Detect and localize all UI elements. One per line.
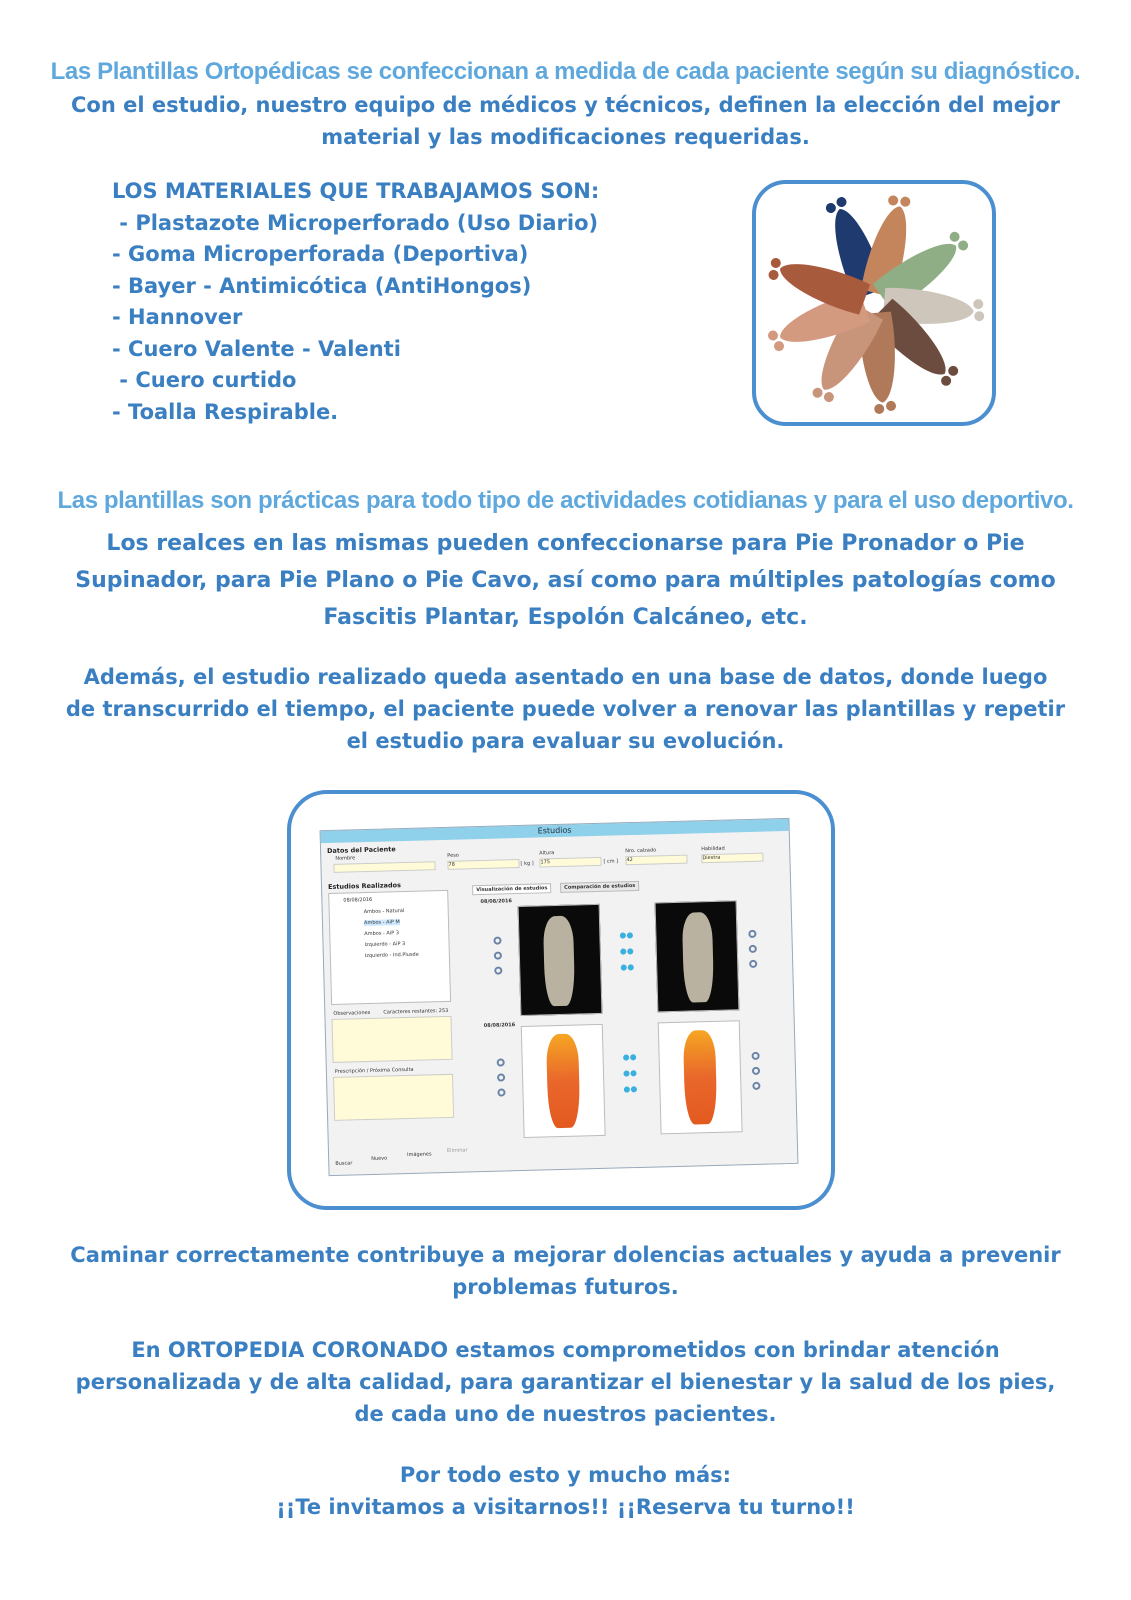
- tree-item[interactable]: Ambos - AiP 3: [364, 930, 400, 938]
- weight-field[interactable]: 78: [447, 859, 519, 870]
- chars-remaining: Caracteres restantes: 253: [383, 1007, 449, 1016]
- studies-tree[interactable]: [328, 890, 451, 1005]
- tab-view-studies[interactable]: Visualización de estudios: [472, 883, 552, 895]
- pressure-shape: [683, 1030, 717, 1125]
- activities-headline: Las plantillas son prácticas para todo tipo de actividades cotidianas y para el uso deportivo.: [57, 487, 1074, 514]
- insoles-photo: [752, 180, 996, 426]
- material-item: - Goma Microperforada (Deportiva): [112, 242, 529, 266]
- database-line-3: el estudio para evaluar su evolución.: [346, 729, 785, 753]
- study-date-2: 08/08/2016: [483, 1022, 516, 1029]
- insoles-illustration: [756, 184, 992, 422]
- patient-section-label: Datos del Paciente: [326, 845, 396, 856]
- search-button[interactable]: Buscar: [335, 1160, 353, 1167]
- activities-line-3: Fascitis Plantar, Espolón Calcáneo, etc.: [323, 605, 808, 630]
- pressure-shape: [546, 1034, 580, 1129]
- shoe-field[interactable]: 42: [625, 855, 687, 866]
- shoe-label: Nro. calzado: [625, 847, 657, 855]
- tree-item[interactable]: Ambos - AiP M: [363, 919, 400, 927]
- zoom-out-icon[interactable]: [497, 1073, 505, 1081]
- footprints-icon[interactable]: ⦁⦁: [619, 927, 634, 944]
- zoom-reset-icon[interactable]: [497, 1088, 505, 1096]
- dexterity-label: Habilidad: [701, 845, 725, 853]
- new-button[interactable]: Nuevo: [371, 1155, 388, 1162]
- studies-section-label: Estudios Realizados: [327, 881, 402, 892]
- activities-line-2: Supinador, para Pie Plano o Pie Cavo, así como para múltiples patologías como: [75, 568, 1056, 593]
- footprints-icon[interactable]: ⦁⦁: [622, 1064, 638, 1082]
- weight-unit: [ kg ]: [520, 860, 534, 867]
- footprints-icon[interactable]: ⦁⦁: [619, 943, 635, 960]
- cta-line-1: Por todo esto y mucho más:: [399, 1463, 732, 1487]
- tab-compare-studies[interactable]: Comparación de estudios: [560, 881, 640, 893]
- database-line-2: de transcurrido el tiempo, el paciente puede volver a renovar las plantillas y repetir: [65, 697, 1066, 721]
- footprints-icon[interactable]: ⦁⦁: [623, 1080, 638, 1098]
- commit-line-1: En ORTOPEDIA CORONADO estamos comprometidos con brindar atención: [131, 1338, 1000, 1362]
- dexterity-field[interactable]: Diestra: [701, 853, 763, 864]
- pressure-map-left: [521, 1024, 606, 1138]
- materials-list: [112, 176, 599, 428]
- activities-line-1: Los realces en las mismas pueden confeccionarse para Pie Pronador o Pie: [106, 531, 1025, 556]
- software-screenshot: [287, 790, 835, 1210]
- footprints-icon[interactable]: ⦁⦁: [622, 1048, 637, 1066]
- weight-label: Peso: [447, 852, 459, 859]
- footprints-icon[interactable]: ⦁⦁: [620, 959, 635, 976]
- zoom-in-icon[interactable]: [752, 1052, 760, 1060]
- intro-line-2: material y las modificaciones requeridas.: [321, 125, 810, 149]
- prescription-label: Prescripción / Próxima Consulta: [334, 1066, 414, 1075]
- foot-shape: [682, 912, 714, 1003]
- foot-scan-right: [655, 900, 740, 1012]
- material-item: - Bayer - Antimicótica (AntiHongos): [112, 273, 532, 298]
- tree-item[interactable]: Izquierdo - Ind.Plusde: [364, 951, 419, 960]
- zoom-reset-icon[interactable]: [752, 1082, 760, 1090]
- walk-line-2: problemas futuros.: [452, 1275, 679, 1299]
- zoom-out-icon[interactable]: [494, 951, 502, 959]
- cta-line-2: ¡¡Te invitamos a visitarnos!! ¡¡Reserva tu turno!!: [276, 1495, 855, 1519]
- tree-item[interactable]: Ambos - Natural: [363, 908, 405, 916]
- name-label: Nombre: [335, 855, 356, 862]
- zoom-in-icon[interactable]: [497, 1058, 505, 1066]
- name-field[interactable]: [333, 861, 435, 873]
- foot-shape: [543, 916, 575, 1007]
- zoom-out-icon[interactable]: [752, 1067, 760, 1075]
- zoom-in-icon[interactable]: [493, 936, 501, 944]
- foot-scan-left: [518, 904, 603, 1016]
- zoom-reset-icon[interactable]: [494, 966, 502, 974]
- prescription-textarea[interactable]: [333, 1074, 454, 1121]
- observations-label: Observaciones: [333, 1009, 371, 1017]
- material-item: - Cuero curtido: [112, 368, 297, 392]
- observations-textarea[interactable]: [331, 1016, 452, 1063]
- zoom-in-icon[interactable]: [748, 930, 756, 938]
- height-field[interactable]: 175: [539, 857, 601, 868]
- zoom-out-icon[interactable]: [749, 945, 757, 953]
- images-button[interactable]: Imágenes: [407, 1151, 432, 1159]
- tree-item[interactable]: Izquierdo - AiP 3: [364, 941, 406, 949]
- pressure-map-right: [658, 1020, 743, 1134]
- tree-date[interactable]: 08/08/2016: [343, 896, 373, 904]
- height-unit: [ cm ]: [603, 858, 619, 865]
- window-title: Estudios: [321, 819, 789, 843]
- material-item: - Toalla Respirable.: [112, 399, 339, 424]
- intro-line-1: Con el estudio, nuestro equipo de médicos y técnicos, definen la elección del mejor: [71, 93, 1060, 117]
- materials-title: LOS MATERIALES QUE TRABAJAMOS SON:: [112, 179, 600, 203]
- delete-button[interactable]: Eliminar: [446, 1147, 468, 1154]
- height-label: Altura: [539, 850, 555, 857]
- zoom-reset-icon[interactable]: [749, 960, 757, 968]
- study-date-1: 08/08/2016: [480, 898, 513, 906]
- database-line-1: Además, el estudio realizado queda asentado en una base de datos, donde luego: [83, 665, 1048, 689]
- material-item: - Hannover: [112, 305, 243, 329]
- material-item: - Plastazote Microperforado (Uso Diario): [112, 210, 599, 235]
- commit-line-2: personalizada y de alta calidad, para garantizar el bienestar y la salud de los pies,: [75, 1370, 1056, 1394]
- studies-window: [320, 818, 799, 1176]
- intro-headline: Las Plantillas Ortopédicas se confeccionan a medida de cada paciente según su diagnóstico.: [50, 58, 1081, 85]
- walk-line-1: Caminar correctamente contribuye a mejorar dolencias actuales y ayuda a prevenir: [70, 1243, 1061, 1267]
- material-item: - Cuero Valente - Valenti: [112, 336, 401, 361]
- commit-line-3: de cada uno de nuestros pacientes.: [354, 1402, 777, 1426]
